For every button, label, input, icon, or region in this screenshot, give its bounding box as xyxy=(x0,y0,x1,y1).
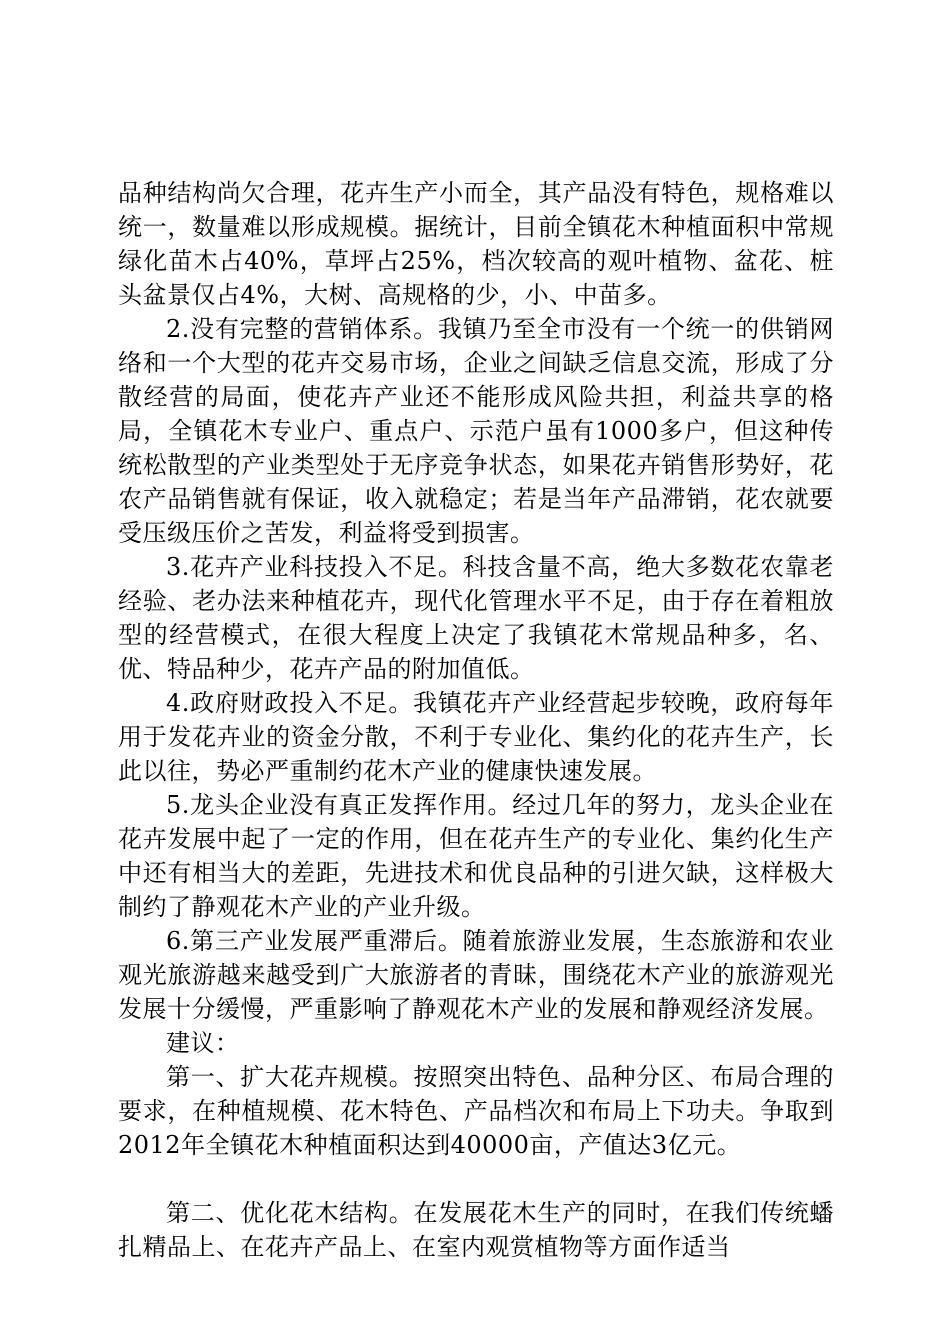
paragraph-suggestions-heading: 建议： xyxy=(166,1029,240,1057)
paragraph-suggestion-two: 第二、优化花木结构。在发展花木生产的同时，在我们传统蟠扎精品上、在花卉产品上、在室内观赏植物等方面作适当 xyxy=(118,1199,834,1261)
paragraph-variety-structure: 品种结构尚欠合理，花卉生产小而全，其产品没有特色，规格难以统一，数量难以形成规模。据统计，目前全镇花木种植面积中常规绿化苗木占40%，草坪占25%，档次较高的观叶植物、盆花、桩头盆景仅占4%，大树、高规格的少，小、中苗多。 xyxy=(118,179,834,309)
paragraph-government-investment: 4.政府财政投入不足。我镇花卉产业经营起步较晚，政府每年用于发花卉业的资金分散，不利于专业化、集约化的花卉生产，长此以往，势必严重制约花木产业的健康快速发展。 xyxy=(118,689,834,785)
paragraph-marketing-system: 2.没有完整的营销体系。我镇乃至全市没有一个统一的供销网络和一个大型的花卉交易市场，企业之间缺乏信息交流，形成了分散经营的局面，使花卉产业还不能形成风险共担，利益共享的格局，全镇花木专业户、重点户、示范户虽有1000多户，但这种传统松散型的产业类型处于无序竞争状态，如果花卉销售形势好，花农产品销售就有保证，收入就稳定；若是当年产品滞销，花农就要受压级压价之苦发，利益将受到损害。 xyxy=(118,315,834,547)
paragraph-technology-investment: 3.花卉产业科技投入不足。科技含量不高，绝大多数花农靠老经验、老办法来种植花卉，现代化管理水平不足，由于存在着粗放型的经营模式，在很大程度上决定了我镇花木常规品种多，名、优、特品种少，花卉产品的附加值低。 xyxy=(118,553,834,683)
paragraph-leading-enterprises: 5.龙头企业没有真正发挥作用。经过几年的努力，龙头企业在花卉发展中起了一定的作用，但在花卉生产的专业化、集约化生产中还有相当大的差距，先进技术和优良品种的引进欠缺，这样极大制约了静观花木产业的产业升级。 xyxy=(118,791,834,921)
document-body xyxy=(118,176,834,1264)
paragraph-tertiary-industry: 6.第三产业发展严重滞后。随着旅游业发展，生态旅游和农业观光旅游越来越受到广大旅游者的青昧，围绕花木产业的旅游观光发展十分缓慢，严重影响了静观花木产业的发展和静观经济发展。 xyxy=(118,927,834,1023)
paragraph-suggestion-one: 第一、扩大花卉规模。按照突出特色、品种分区、布局合理的要求，在种植规模、花木特色、产品档次和布局上下功夫。争取到2012年全镇花木种植面积达到40000亩，产值达3亿元。 xyxy=(118,1063,834,1159)
